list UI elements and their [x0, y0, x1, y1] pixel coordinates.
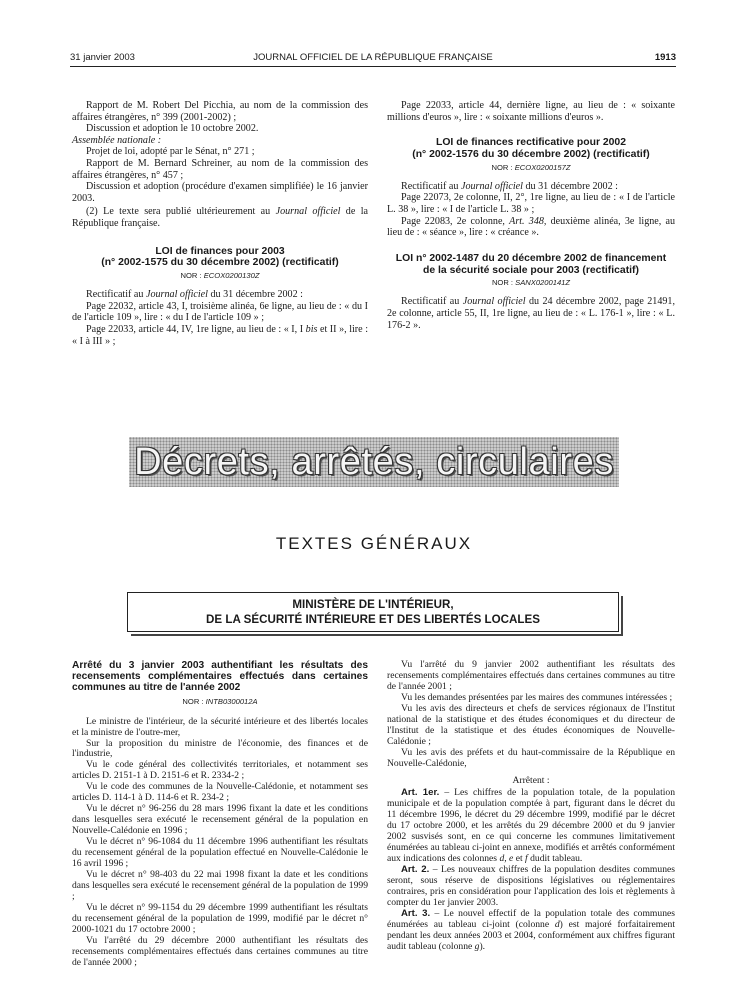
footnote: (2) Le texte sera publié ultérieurement au Journal officiel de la République française.	[72, 206, 369, 229]
paragraph: Vu l'arrêté du 29 décembre 2000 authentifiant les résultats des recensements complémentaires effectués dans certaines communes au titre de l'année 2000 ;	[72, 934, 368, 968]
section-title: TEXTES GÉNÉRAUX	[275, 534, 473, 553]
header-journal-title: JOURNAL OFFICIEL DE LA RÉPUBLIQUE FRANÇAISE	[253, 52, 493, 63]
paragraph: Page 22032, article 43, I, troisième alinéa, 6e ligne, au lieu de : « du I de l'article 109 », lire : « du I de l'article 109 » ;	[72, 300, 368, 324]
arretent-heading: Arrêtent :	[512, 774, 550, 786]
header-date: 31 janvier 2003	[70, 52, 135, 63]
ministry-line-2: DE LA SÉCURITÉ INTÉRIEURE ET DES LIBERTÉS LOCALES	[206, 613, 540, 626]
paragraph: Rectificatif au Journal officiel du 31 décembre 2002 :	[401, 180, 618, 192]
paragraph: Rapport de M. Robert Del Picchia, au nom de la commission des affaires étrangères, n° 399 (2001-2002) ;	[72, 100, 368, 123]
bottom-left-column	[72, 660, 368, 969]
paragraph: Discussion et adoption (procédure d'examen simplifiée) le 16 janvier 2003.	[72, 181, 368, 204]
top-left-column	[72, 100, 368, 347]
arrete-title: Arrêté du 3 janvier 2003 authentifiant les résultats des recensements complémentaires effectués dans certaines communes au titre de l'année 2002	[72, 660, 368, 694]
paragraph: Rapport de M. Bernard Schreiner, au nom de la commission des affaires étrangères, n° 457 ;	[72, 157, 368, 181]
bottom-right-column	[387, 660, 675, 953]
header-page-number: 1913	[654, 52, 676, 63]
paragraph: Assemblée nationale :	[72, 134, 162, 146]
paragraph: Vu le code général des collectivités territoriales, et notamment ses articles D. 2151-1 à D. 2151-6 et R. 2334-2 ;	[72, 759, 368, 782]
paragraph: Page 22073, 2e colonne, II, 2°, 1re ligne, au lieu de : « I de l'article L. 38 », lire : « I de l'article L. 38 » ;	[387, 192, 675, 215]
paragraph: Rectificatif au Journal officiel du 24 décembre 2002, page 21491, 2e colonne, article 55, II, 1re ligne, au lieu de : « L. 176-1 », lire : « L. 176-2 ».	[387, 296, 675, 331]
article-1: Art. 1er. – Les chiffres de la population totale, de la population municipale et de la population comptée à part, figurant dans le décret du 11 décembre 1996, le décret du 29 décembre 1999, modifié par le décret du 17 octobre 2000, et les arrêtés du 29 décembre 2000 et du 9 janvier 2002 susvisés sont, en ce qui concerne les communes limitativement énumérées au tableau ci-joint en annexe, modifiés et arrêtés conformément aux indications des colonnes d, e et f dudit tableau.	[387, 787, 675, 865]
paragraph: Vu les avis des préfets et du haut-commissaire de la République en Nouvelle-Calédonie,	[387, 746, 675, 769]
article-2: Art. 2. – Les nouveaux chiffres de la population desdites communes seront, sous réserve de dispositions législatives ou réglementaires contraires, pris en considération pour l'application des lois et règlements à compter du 1er janvier 2003.	[387, 864, 675, 909]
nor-reference: NOR : SANX0200141Z	[491, 278, 571, 288]
nor-reference: NOR : INTB0300012A	[182, 696, 258, 706]
paragraph: Le ministre de l'intérieur, de la sécurité intérieure et des libertés locales et la ministre de l'outre-mer,	[72, 715, 368, 738]
paragraph: Vu le décret n° 96-256 du 28 mars 1996 fixant la date et les conditions dans lesquelles sera exécuté le recensement général de la population en Nouvelle-Calédonie en 1996 ;	[72, 803, 368, 837]
paragraph: Page 22033, article 44, dernière ligne, au lieu de : « soixante millions d'euros », lire : « soixante millions d'euros ».	[387, 100, 675, 123]
paragraph: Vu les avis des directeurs et chefs de services régionaux de l'Institut national de la statistique et des études économiques et du directeur de l'Institut de la statistique et des études économiques de Nouvelle-Calédonie ;	[387, 702, 675, 747]
page-header	[70, 52, 676, 66]
law-title: LOI n° 2002-1487 du 20 décembre 2002 de financement de la sécurité sociale pour 2003 (rectificatif)	[395, 252, 667, 276]
article-3: Art. 3. – Le nouvel effectif de la population totale des communes énumérées au tableau ci-joint (colonne d) est majoré forfaitairement pendant les deux années 2003 et 2004, conformément aux chiffres figurant audit tableau (colonne g).	[387, 907, 675, 952]
nor-reference: NOR : ECOX0200157Z	[491, 162, 571, 172]
paragraph: Vu le code des communes de la Nouvelle-Calédonie, et notamment ses articles D. 114-1 à D. 114-6 et R. 234-2 ;	[72, 781, 368, 804]
nor-reference: NOR : ECOX0200130Z	[180, 271, 260, 281]
paragraph: Vu le décret n° 96-1084 du 11 décembre 1996 authentifiant les résultats du recensement général de la population effectué en Nouvelle-Calédonie le 16 avril 1996 ;	[72, 836, 368, 869]
banner-title: Décrets, arrêtés, circulaires	[134, 441, 614, 483]
ministry-box	[127, 592, 619, 632]
paragraph: Projet de loi, adopté par le Sénat, n° 271 ;	[86, 146, 255, 158]
paragraph: Vu les demandes présentées par les maires des communes intéressées ;	[401, 691, 673, 703]
paragraph: Sur la proposition du ministre de l'économie, des finances et de l'industrie,	[72, 737, 368, 760]
paragraph: Discussion et adoption le 10 octobre 2002.	[86, 123, 259, 135]
ministry-line-1: MINISTÈRE DE L'INTÉRIEUR,	[292, 598, 454, 611]
header-rule	[70, 66, 676, 67]
section-banner	[129, 437, 619, 487]
law-title: LOI de finances pour 2003 (n° 2002-1575 du 30 décembre 2002) (rectificatif)	[101, 245, 339, 269]
paragraph: Vu l'arrêté du 9 janvier 2002 authentifiant les résultats des recensements complémentaires effectués dans certaines communes au titre de l'année 2001 ;	[387, 659, 675, 692]
law-title: LOI de finances rectificative pour 2002 (n° 2002-1576 du 30 décembre 2002) (rectificatif)	[412, 137, 650, 160]
paragraph: Vu le décret n° 99-1154 du 29 décembre 1999 authentifiant les résultats du recensement général de la population de 1999, modifié par le décret n° 2000-1021 du 17 octobre 2000 ;	[72, 901, 368, 935]
paragraph: Page 22033, article 44, IV, 1re ligne, au lieu de : « I, I bis et II », lire : « I à III » ;	[72, 323, 368, 347]
paragraph: Vu le décret n° 98-403 du 22 mai 1998 fixant la date et les conditions dans lesquelles sera exécuté le recensement général de la population de 1999 ;	[72, 868, 368, 902]
paragraph: Page 22083, 2e colonne, Art. 348, deuxième alinéa, 3e ligne, au lieu de : « séance », lire : « créance ».	[387, 215, 676, 239]
top-right-column	[387, 100, 675, 331]
paragraph: Rectificatif au Journal officiel du 31 décembre 2002 :	[86, 289, 303, 301]
